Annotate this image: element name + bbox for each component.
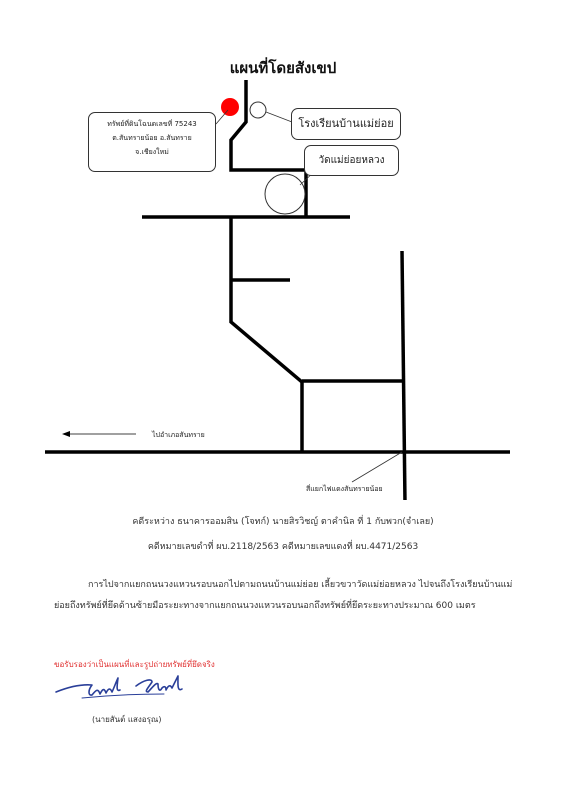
school-landmark xyxy=(250,102,266,118)
certification-note: ขอรับรองว่าเป็นแผนที่และรูปถ่ายทรัพย์ที่ยึดจริง xyxy=(54,660,215,669)
road-east-vertical xyxy=(402,251,405,500)
page-title: แผนที่โดยสังเขป xyxy=(229,59,337,77)
signer-name: (นายสันต์ แสงอรุณ) xyxy=(92,715,162,724)
temple-landmark xyxy=(265,174,305,214)
temple-callout: วัดแม่ย่อยหลวง xyxy=(304,145,399,176)
property-subdistrict-line: ต.สันทรายน้อย อ.สันทราย xyxy=(112,134,192,142)
case-numbers: คดีหมายเลขดำที่ ผบ.2118/2563 คดีหมายเลขแดงที่ ผบ.4471/2563 xyxy=(147,542,419,552)
property-province-line: จ.เชียงใหม่ xyxy=(135,148,169,156)
intersection-pointer xyxy=(352,452,402,482)
property-callout xyxy=(88,112,216,172)
direction-arrow xyxy=(62,431,136,437)
property-pointer xyxy=(216,110,228,124)
school-pointer xyxy=(266,112,292,122)
property-deed-line: ทรัพย์ที่ดินโฉนดเลขที่ 75243 xyxy=(107,120,197,128)
case-parties: คดีระหว่าง ธนาคารออมสิน (โจทก์) นายสิรวิชญ์ ตาคำนิล ที่ 1 กับพวก(จำเลย) xyxy=(132,517,434,527)
signature-image xyxy=(52,672,202,708)
intersection-label: สี่แยกไฟแดงสันทรายน้อย xyxy=(306,485,383,493)
property-marker xyxy=(221,98,239,116)
road-main-south xyxy=(231,217,302,452)
school-callout: โรงเรียนบ้านแม่ย่อย xyxy=(291,108,401,140)
directions-paragraph: การไปจากแยกถนนวงแหวนรอบนอกไปตามถนนบ้านแม่ย่อย เลี้ยวขวาวัดแม่ย่อยหลวง ไปจนถึงโรงเรียนบ้านแม่ย่อยถึงทรัพย์ที่ยึดด้านซ้ายมือระยะทางจากแยกถนนวงแหวนรอบนอกถึงทรัพย์ที่ยึดระยะทางประมาณ 600 เมตร xyxy=(54,580,513,611)
road-direction-label: ไปอำเภอสันทราย xyxy=(152,431,205,439)
